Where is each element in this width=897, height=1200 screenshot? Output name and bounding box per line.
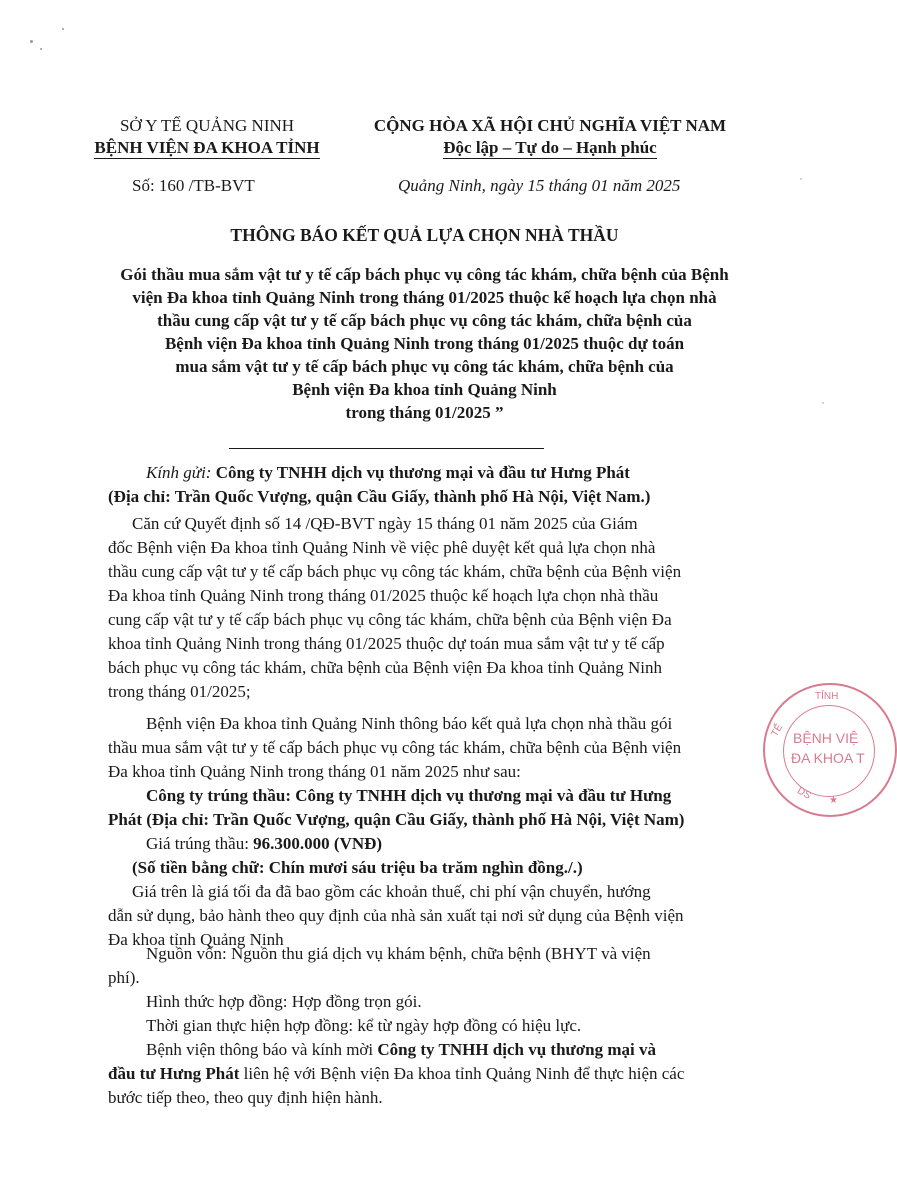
place-date: Quảng Ninh, ngày 15 tháng 01 năm 2025 <box>398 176 681 195</box>
recipient-address: (Địa chỉ: Trần Quốc Vượng, quận Cầu Giấy, thành phố Hà Nội, Việt Nam.) <box>108 487 651 506</box>
subtitle-line: mua sắm vật tư y tế cấp bách phục vụ công tác khám, chữa bệnh của <box>175 357 674 376</box>
funding-line: Nguồn vốn: Nguồn thu giá dịch vụ khám bệnh, chữa bệnh (BHYT và viện <box>146 944 651 963</box>
price-note-line: Giá trên là giá tối đa đã bao gồm các khoản thuế, chi phí vận chuyển, hướng <box>132 882 651 901</box>
price-note-line: Đa khoa tỉnh Quảng Ninh <box>108 930 284 949</box>
scan-speck <box>822 402 824 404</box>
para1-line: Đa khoa tỉnh Quảng Ninh trong tháng 01/2025 thuộc kế hoạch lựa chọn nhà thầu <box>108 586 659 605</box>
funding-line: phí). <box>108 968 140 987</box>
document-number: Số: 160 /TB-BVT <box>132 176 255 195</box>
para2-line: thầu mua sắm vật tư y tế cấp bách phục vụ công tác khám, chữa bệnh của Bệnh viện <box>108 738 682 757</box>
national-header <box>355 115 745 159</box>
nation-motto: Độc lập – Tự do – Hạnh phúc <box>443 138 657 157</box>
nation-title: CỘNG HÒA XÃ HỘI CHỦ NGHĨA VIỆT NAM <box>373 116 727 135</box>
seal-star-icon: ★ <box>829 795 838 806</box>
seal-top-text: TỈNH <box>815 691 839 702</box>
seal-left-text: TẾ <box>769 722 786 739</box>
seal-line-1: BỆNH VIỆ <box>793 730 859 746</box>
agency-header <box>72 115 342 159</box>
para2-line: Bệnh viện Đa khoa tỉnh Quảng Ninh thông báo kết quả lựa chọn nhà thầu gói <box>146 714 673 733</box>
official-seal <box>763 683 897 817</box>
contract-duration: Thời gian thực hiện hợp đồng: kể từ ngày hợp đồng có hiệu lực. <box>146 1016 582 1035</box>
para1-line: đốc Bệnh viện Đa khoa tỉnh Quảng Ninh về việc phê duyệt kết quả lựa chọn nhà <box>108 538 656 557</box>
recipient-label: Kính gửi: <box>146 463 212 482</box>
subtitle-line: Gói thầu mua sắm vật tư y tế cấp bách phục vụ công tác khám, chữa bệnh của Bệnh <box>120 265 729 284</box>
price-value: 96.300.000 (VNĐ) <box>253 834 383 853</box>
price-in-words: (Số tiền bằng chữ: Chín mươi sáu triệu ba trăm nghìn đồng./.) <box>132 858 583 877</box>
para1-line: thầu cung cấp vật tư y tế cấp bách phục vụ công tác khám, chữa bệnh của Bệnh viện <box>108 562 682 581</box>
contract-form: Hình thức hợp đồng: Hợp đồng trọn gói. <box>146 992 422 1011</box>
para1-line: trong tháng 01/2025; <box>108 682 251 701</box>
recipient-line <box>146 463 630 483</box>
scan-speck <box>62 28 64 30</box>
scan-speck <box>40 48 42 50</box>
para1-line: cung cấp vật tư y tế cấp bách phục vụ công tác khám, chữa bệnh của Bệnh viện Đa <box>108 610 672 629</box>
price-label: Giá trúng thầu: <box>146 834 254 853</box>
winner-line: Công ty trúng thầu: Công ty TNHH dịch vụ thương mại và đầu tư Hưng <box>146 786 672 805</box>
closing-line-3: bước tiếp theo, theo quy định hiện hành. <box>108 1088 383 1107</box>
hospital-name: BỆNH VIỆN ĐA KHOA TỈNH <box>94 138 320 157</box>
subtitle-line: Bệnh viện Đa khoa tỉnh Quảng Ninh <box>292 380 557 399</box>
closing-line-1: Bệnh viện thông báo và kính mời Công ty TNHH dịch vụ thương mại và <box>146 1040 656 1059</box>
winning-price <box>146 832 382 856</box>
scan-speck <box>30 40 33 43</box>
document-title: THÔNG BÁO KẾT QUẢ LỰA CHỌN NHÀ THẦU <box>230 225 619 245</box>
subtitle-line: thầu cung cấp vật tư y tế cấp bách phục vụ công tác khám, chữa bệnh của <box>157 311 692 330</box>
seal-bottom-text: DS <box>795 785 813 802</box>
winner-line: Phát (Địa chỉ: Trần Quốc Vượng, quận Cầu Giấy, thành phố Hà Nội, Việt Nam) <box>108 810 685 829</box>
subtitle-line: Bệnh viện Đa khoa tỉnh Quảng Ninh trong tháng 01/2025 thuộc dự toán <box>164 334 685 353</box>
price-note-line: dẫn sử dụng, bảo hành theo quy định của nhà sản xuất tại nơi sử dụng của Bệnh viện <box>108 906 684 925</box>
seal-line-2: ĐA KHOA T <box>791 750 865 766</box>
para1-line: Căn cứ Quyết định số 14 /QĐ-BVT ngày 15 tháng 01 năm 2025 của Giám <box>132 514 638 533</box>
title-divider <box>229 448 544 449</box>
para1-line: bách phục vụ công tác khám, chữa bệnh của Bệnh viện Đa khoa tỉnh Quảng Ninh <box>108 658 662 677</box>
closing-line-2: đầu tư Hưng Phát liên hệ với Bệnh viện Đa khoa tỉnh Quảng Ninh để thực hiện các <box>108 1064 685 1083</box>
department-name: SỞ Y TẾ QUẢNG NINH <box>119 116 295 135</box>
para1-line: khoa tỉnh Quảng Ninh trong tháng 01/2025 thuộc dự toán mua sắm vật tư y tế cấp <box>108 634 665 653</box>
subtitle-line: viện Đa khoa tỉnh Quảng Ninh trong tháng 01/2025 thuộc kế hoạch lựa chọn nhà <box>132 288 717 307</box>
recipient-name: Công ty TNHH dịch vụ thương mại và đầu tư Hưng Phát <box>211 463 630 482</box>
para2-line: Đa khoa tỉnh Quảng Ninh trong tháng 01 năm 2025 như sau: <box>108 762 521 781</box>
subtitle-line: trong tháng 01/2025 ” <box>345 403 504 422</box>
scan-speck <box>800 178 802 180</box>
